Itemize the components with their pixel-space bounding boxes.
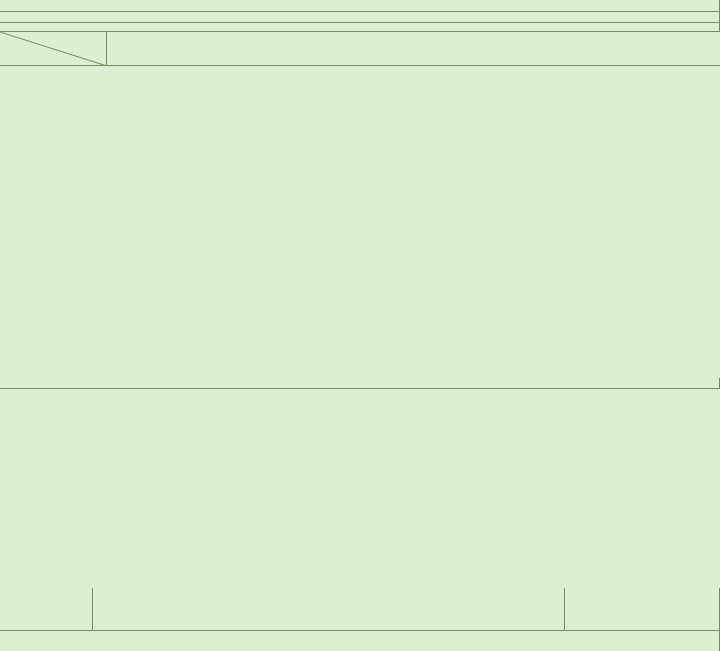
sheet-title (0, 0, 720, 11)
footer-row (0, 631, 720, 651)
section-wearable-title (0, 23, 720, 31)
header-corner (0, 32, 107, 65)
section-wearable-row (0, 23, 720, 32)
diagonal-divider (0, 32, 107, 65)
guarantee-table (565, 588, 720, 630)
equipment-header-row (0, 32, 720, 66)
footer-note (0, 631, 720, 651)
title-row (0, 0, 720, 12)
hit-row (0, 588, 720, 631)
hit-formula-cell (93, 588, 565, 630)
note-row (0, 12, 720, 23)
section-hidden-row (0, 378, 720, 389)
section-hidden-title (0, 378, 720, 388)
hit-label (0, 588, 93, 630)
sheet-note (0, 12, 720, 22)
